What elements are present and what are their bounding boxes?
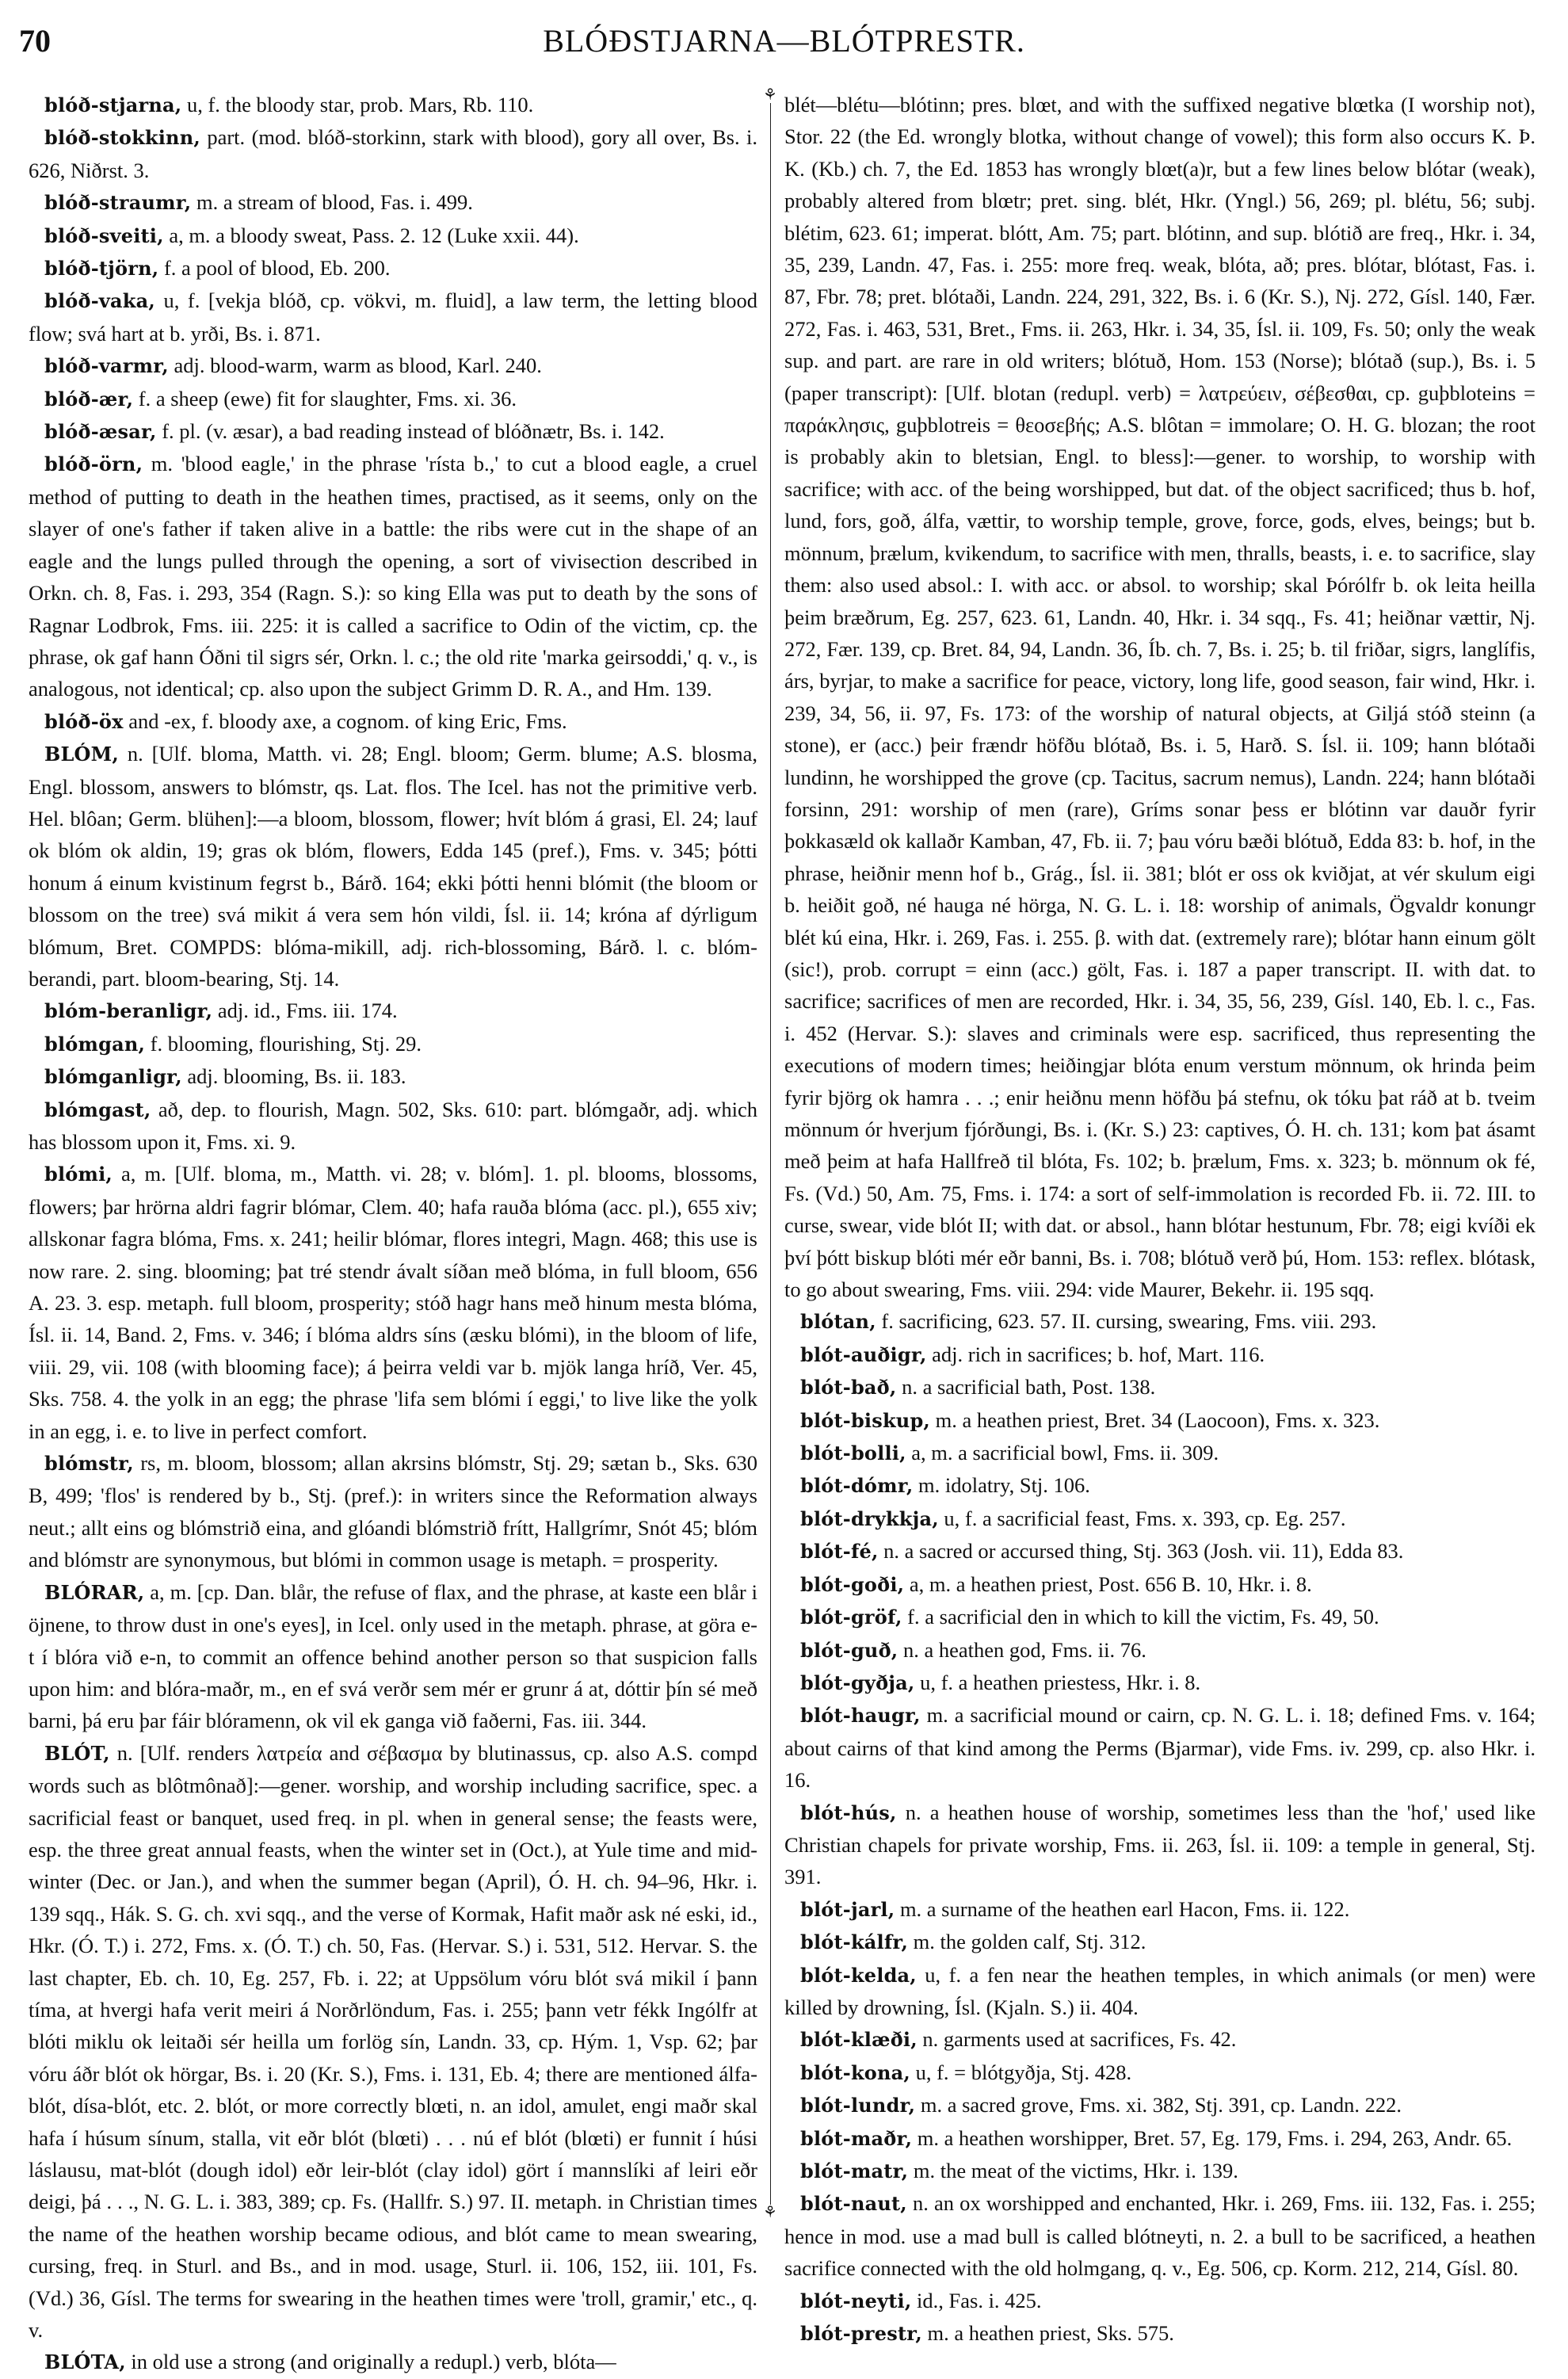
dictionary-entry	[29, 121, 757, 186]
dictionary-entry	[784, 1437, 1536, 1469]
dictionary-entry	[29, 89, 757, 121]
dictionary-entry	[784, 1893, 1536, 1926]
headword: blótan,	[800, 1310, 876, 1334]
headword: blóm-beranligr,	[44, 999, 213, 1023]
dictionary-entry	[784, 2187, 1536, 2284]
headword: blót-prestr,	[800, 2322, 922, 2346]
entry-definition: n. a sacrificial bath, Post. 138.	[896, 1375, 1156, 1400]
entry-definition: m. a sacred grove, Fms. xi. 382, Stj. 391, cp. Landn. 222.	[915, 2093, 1402, 2117]
dictionary-entry	[29, 1447, 757, 1576]
headword: BLÓTA,	[44, 2350, 126, 2374]
dictionary-entry	[29, 1028, 757, 1060]
entry-definition: n. an ox worshipped and enchanted, Hkr. i. 269, Fms. iii. 132, Fas. i. 255; hence in mod. use a mad bull is called blótneyti, n. 2. a bull to be sacrificed, a heathen sacrifice connected with the old holmgang, q. v., Eg. 506, cp. Korm. 212, 214, Gísl. 80.	[784, 2191, 1536, 2281]
headword: blóð-öx	[44, 709, 124, 733]
headword: blót-goði,	[800, 1572, 905, 1596]
entry-definition: adj. id., Fms. iii. 174.	[212, 999, 398, 1023]
page-number: 70	[19, 23, 51, 59]
dictionary-entry	[29, 1094, 757, 1159]
entry-definition: m. the meat of the victims, Hkr. i. 139.	[908, 2159, 1238, 2182]
dictionary-entry	[29, 2346, 757, 2378]
entry-definition: m. idolatry, Stj. 106.	[913, 1473, 1090, 1498]
entry-definition: rs, m. bloom, blossom; allan akrsins blómstr, Stj. 29; sætan b., Sks. 630 B, 499; 'flos' is rendered by b., Stj. (pref.): in writers since the Reformation always neut.; allt eins og blómstrið eina, and glóandi blómstrið frítt, Hallgrímr, Snót 45; blóm and blómstr are synonymous, but blómi in common usage is metaph. = prosperity.	[29, 1451, 757, 1572]
headword: blót-hús,	[800, 1800, 897, 1824]
dictionary-entry	[29, 415, 757, 448]
headword: blóð-örn,	[44, 453, 143, 476]
headword: blót-fé,	[800, 1540, 879, 1564]
headword: blómgan,	[44, 1032, 146, 1056]
running-title: BLÓÐSTJARNA—BLÓTPRESTR.	[543, 23, 1025, 59]
dictionary-entry	[29, 383, 757, 415]
entry-definition: n. a heathen house of worship, sometimes less than the 'hof,' used like Christian chapels for private worship, Fms. ii. 263, Ísl. ii. 109: a temple in general, Stj. 391.	[784, 1800, 1536, 1889]
headword: blót-neyti,	[800, 2289, 912, 2312]
headword: blót-kelda,	[800, 1963, 917, 1987]
entry-definition: m. a heathen priest, Bret. 34 (Laocoon), Fms. x. 323.	[929, 1407, 1380, 1432]
headword: BLÓRAR,	[44, 1580, 145, 1604]
headword: blót-gröf,	[800, 1606, 902, 1629]
dictionary-entry	[29, 448, 757, 705]
dictionary-entry	[784, 1371, 1536, 1403]
dictionary-entry	[784, 2089, 1536, 2121]
headword: blót-klæði,	[800, 2028, 918, 2052]
dictionary-entry	[29, 1737, 757, 2347]
dictionary-entry	[784, 1634, 1536, 1667]
entry-definition: a, m. [cp. Dan. blår, the refuse of flax, and the phrase, at kaste een blår i öjnene, to throw dust in one's eyes], in Icel. only used in the metaph. phrase, at göra e-t í blóra við e-n, to commit an offence behind another person so that suspicion falls upon him: and blóra-maðr, m., en ef svá verðr sem mér er grunr á at, dóttir þín sé með barni, þá eru þar fáir blóramenn, ok vil ek ganga við faðerni, Fas. iii. 344.	[29, 1579, 757, 1733]
entry-definition: blét—blétu—blótinn; pres. blœt, and with the suffixed negative blœtka (I worship not), Stor. 22 (the Ed. wrongly blotka, without change of vowel); this form also occurs K. Þ. K. (Kb.) ch. 7, the Ed. 1853 has wrongly blœt(a)r, but a few lines below blótar (weak), probably altered from blœtr; pret. sing. blét, Hkr. (Yngl.) 56, 269; pl. blétu, 56; subj. blétim, 623. 61; imperat. blótt, Am. 75; part. blótinn, and sup. blótið are freq., Hkr. i. 34, 35, 239, Landn. 47, Fas. i. 255: more freq. weak, blóta, að; pres. blótar, blótast, Fas. i. 87, Fbr. 78; pret. blótaði, Landn. 224, 291, 322, Bs. i. 6 (Kr. S.), Nj. 272, Gísl. 140, Fær. 272, Fas. i. 463, 531, Bret., Fms. ii. 263, Hkr. i. 34, 35, Ísl. ii. 109, Fs. 50; only the weak sup. and part. are rare in old writers; blótuð, Hom. 153 (Norse); blótað (sup.), Bs. i. 5 (paper transcript): [Ulf. blotan (redupl. verb) = λατρεύειν, σέβεσθαι, cp. guþbloteins = παράκλησις, guþblotreis = θεοσεβής; A.S. blôtan = immolare; O. H. G. blozan; the root is probably akin to bletsian, Engl. to bless]:—gener. to worship, to worship with sacrifice; with acc. of the being worshipped, but dat. of the object sacrificed; thus b. hof, lund, fors, goð, álfa, vættir, to worship temple, grove, force, gods, elves, beings; but b. mönnum, þrælum, kvikendum, to sacrifice with men, thralls, beasts, i. e. to sacrifice, slay them: also used absol.: I. with acc. or absol. to worship; skal Þórólfr b. ok leita heilla þeim bræðrum, Eg. 257, 623. 61, Landn. 40, Hkr. i. 34 sqq., Fs. 41; heiðnar vættir, Nj. 272, Fær. 139, cp. Bret. 84, 94, Landn. 36, Íb. ch. 7, Bs. i. 25; b. til friðar, sigrs, langlífis, árs, byrjar, to make a sacrifice for peace, victory, long life, good season, fair wind, Hkr. i. 239, 34, 56, ii. 97, Fs. 173: of the worship of natural objects, at Giljá stóð steinn (a stone), er (acc.) þeir frændr höfðu blótað, Bs. i. 5, Harð. S. Ísl. ii. 109; hann blótaði lundinn, he worshipped the grove (cp. Tacitus, sacrum nemus), Landn. 224; hann blótaði forsinn, 291: worship of men (rare), Gríms sonar þess er blótinn var dauðr fyrir þokkasæld ok kallaðr Kamban, 47, Fb. ii. 7; þau vóru bæði blótuð, Edda 83: b. hof, in the phrase, heiðnir menn hof b., Grág., Ísl. ii. 381; blót er oss ok kviðjat, at vér skulum eigi b. heiðit goð, né hauga né hörga, N. G. L. i. 18: worship of animals, Ögvaldr konungr blét kú eina, Hkr. i. 269, Fas. i. 255. β. with dat. (extremely rare); blótar hann einum gölt (sic!), prob. corrupt = einn (acc.) gölt, Fas. i. 187 a paper transcript. II. with dat. to sacrifice; sacrifices of men are recorded, Hkr. i. 34, 35, 56, 239, Gísl. 140, Eb. l. c., Fas. i. 452 (Hervar. S.): slaves and criminals were esp. sacrificed, thus representing the executions of modern times; heiðingjar blóta enum verstum mönnum, ok hrinda þeim fyrir björg ok hamra . . .; enir heiðnu menn höfðu þá stefnu, ok tóku þat ráð at b. tveim mönnum ór hverjum fjórðungi, Bs. i. (Kr. S.) 23: captives, Ó. H. ch. 131; kom þat ásamt með þeim at hafa Hallfreð til blóta, Fs. 102; b. þrælum, Fms. x. 323; b. mönnum ok fé, Fs. (Vd.) 50, Am. 75, Fms. i. 174: a sort of self-immolation is recorded Fb. ii. 72. III. to curse, swear, vide blót II; with dat. or absol., hann blótar hestunum, Fbr. 78; eigi kvíði ek því þótt biskup blóti mér eðr banni, Bs. i. 708; blótuð verð þú, Hom. 153: reflex. blótask, to go about swearing, Fms. viii. 294: vide Maurer, Bekehr. ii. 195 sqq.	[784, 93, 1536, 1302]
headword: blót-matr,	[800, 2159, 909, 2182]
headword: blóð-straumr,	[44, 191, 192, 215]
entry-definition: m. a heathen worshipper, Bret. 57, Eg. 179, Fms. i. 294, 263, Andr. 65.	[912, 2125, 1513, 2150]
dictionary-entry	[784, 1338, 1536, 1371]
headword: blót-lundr,	[800, 2094, 916, 2117]
dictionary-entry	[784, 1535, 1536, 1568]
headword: blóð-varmr,	[44, 354, 169, 378]
entry-continuation	[784, 89, 1536, 1305]
dictionary-entry	[29, 186, 757, 219]
entry-definition: f. blooming, flourishing, Stj. 29.	[145, 1031, 422, 1056]
entry-definition: n. [Ulf. renders λατρεία and σέβασμα by blutinassus, cp. also A.S. compd words such as blôtmônað]:—gener. worship, and worship including sacrifice, spec. a sacrificial feast or banquet, used freq. in pl. when in general sense; the feasts were, esp. the three great annual feasts, when the winter set in (Oct.), at Yule time and mid-winter (Dec. or Jan.), and when the summer began (April), Ó. H. ch. 94–96, Hkr. i. 139 sqq., Hák. S. G. ch. xvi sqq., and the verse of Kormak, Hafit maðr ask né eski, id., Hkr. (Ó. T.) i. 272, Fms. x. (Ó. T.) ch. 50, Fas. (Hervar. S.) i. 531, 512. Hervar. S. the last chapter, Eb. ch. 10, Eg. 257, Fb. i. 22; at Uppsölum vóru blót svá mikil í þann tíma, at hvergi hafa verit meiri á Norðrlöndum, Fas. i. 255; þann vetr fékk Ingólfr at blóti miklu ok leitaði sér heilla um forlög sín, Landn. 33, cp. Hým. 1, Vsp. 62; þar vóru áðr blót ok hörgar, Bs. i. 20 (Kr. S.), Fms. i. 131, Eb. 4; there are mentioned álfa-blót, dísa-blót, etc. 2. blót, or more correctly blœti, n. an idol, amulet, engi maðr skal hafa í húsum sínum, stalla, vit eðr blót (blœti) . . . nú ef blót (blœti) er funnit í húsi láslausu, mat-blót (dough idol) eðr leir-blót (clay idol) gört í mannslíki af leiri eðr deigi, þá . . ., N. G. L. i. 383, 389; cp. Fs. (Hallfr. S.) 97. II. metaph. in Christian times the name of the heathen worship became odious, and blót came to mean swearing, cursing, freq. in Sturl. and Bs., and in mod. usage, Sturl. ii. 106, 152, iii. 101, Fs. (Vd.) 36, Gísl. The terms for swearing in the heathen times were 'troll, gramir,' etc., q. v.	[29, 1740, 757, 2343]
dictionary-entry	[29, 1576, 757, 1737]
dictionary-entry	[29, 1060, 757, 1093]
headword: blóð-vaka,	[44, 289, 155, 313]
entry-definition: f. pl. (v. æsar), a bad reading instead of blóðnætr, Bs. i. 142.	[156, 419, 665, 444]
dictionary-entry	[784, 1305, 1536, 1338]
entry-definition: adj. rich in sacrifices; b. hof, Mart. 116.	[926, 1342, 1265, 1366]
headword: blót-auðigr,	[800, 1342, 927, 1366]
headword: blót-kona,	[800, 2060, 910, 2084]
dictionary-entry	[784, 2056, 1536, 2089]
headword: BLÓT,	[44, 1741, 110, 1765]
headword: blóð-ær,	[44, 387, 134, 411]
headword: blót-maðr,	[800, 2126, 913, 2150]
fleuron-icon: ⚘	[763, 2204, 777, 2221]
headword: blómgast,	[44, 1098, 151, 1121]
headword: blóð-stokkinn,	[44, 126, 200, 150]
entry-definition: n. a sacred or accursed thing, Stj. 363 (Josh. vii. 11), Edda 83.	[878, 1539, 1404, 1564]
dictionary-entry	[784, 1797, 1536, 1893]
entry-definition: m. the golden calf, Stj. 312.	[908, 1930, 1146, 1954]
dictionary-entry	[784, 2285, 1536, 2317]
headword: blót-biskup,	[800, 1408, 930, 1432]
headword: blóð-sveiti,	[44, 223, 164, 247]
entry-definition: u, f. = blótgyðja, Stj. 428.	[910, 2060, 1132, 2084]
dictionary-entry	[29, 1158, 757, 1447]
entry-definition: adj. blooming, Bs. ii. 183.	[181, 1064, 406, 1089]
headword: blómganligr,	[44, 1065, 182, 1089]
dictionary-entry	[29, 349, 757, 382]
column-divider	[770, 97, 771, 2213]
dictionary-entry	[784, 1667, 1536, 1699]
entry-definition: in old use a strong (and originally a redupl.) verb, blóta—	[125, 2350, 616, 2374]
dictionary-entry	[784, 1601, 1536, 1633]
dictionary-entry	[784, 2122, 1536, 2155]
entry-definition: id., Fas. i. 425.	[911, 2288, 1042, 2312]
entry-definition: and -ex, f. bloody axe, a cognom. of king Eric, Fms.	[123, 708, 567, 733]
dictionary-entry	[784, 1404, 1536, 1437]
entry-definition: m. a sacrificial mound or cairn, cp. N. G. L. i. 18; defined Fms. v. 164; about cairns of that kind among the Perms (Bjarmar), vide Fms. iv. 299, cp. also Hkr. i. 16.	[784, 1703, 1536, 1793]
entry-definition: u, f. a sacrificial feast, Fms. x. 393, cp. Eg. 257.	[938, 1506, 1346, 1530]
dictionary-entry	[29, 252, 757, 284]
dictionary-entry	[784, 1469, 1536, 1502]
headword: blót-kálfr,	[800, 1930, 909, 1954]
right-column	[784, 89, 1536, 2346]
headword: blót-bolli,	[800, 1442, 906, 1465]
entry-definition: u, f. the bloody star, prob. Mars, Rb. 110.	[181, 93, 534, 116]
entry-definition: n. a heathen god, Fms. ii. 76.	[898, 1637, 1146, 1662]
dictionary-entry	[29, 738, 757, 995]
entry-definition: a, m. a bloody sweat, Pass. 2. 12 (Luke xxii. 44).	[163, 223, 579, 247]
entry-definition: u, f. a heathen priestess, Hkr. i. 8.	[914, 1670, 1201, 1694]
entry-definition: n. [Ulf. bloma, Matth. vi. 28; Engl. bloom; Germ. blume; A.S. blosma, Engl. blossom, answers to blómstr, qs. Lat. flos. The Icel. has not the primitive verb. Hel. blôan; Germ. blühen]:—a bloom, blossom, flower; hvít blóm á grasi, El. 24; lauf ok blóm ok aldin, 19; gras ok blóm, flowers, Edda 145 (pref.), Fms. v. 345; þótti honum á einum kvistinum fegrst b., Bárð. 164; ekki þótti henni blómit (the bloom or blossom on the tree) svá mikit á vera sem hón vildi, Ísl. ii. 14; króna af dýrligum blómum, Bret. COMPDS: blóma-mikill, adj. rich-blossoming, Bárð. l. c. blóm-berandi, part. bloom-bearing, Stj. 14.	[29, 742, 757, 991]
left-column	[29, 89, 757, 2374]
entry-definition: part. (mod. blóð-storkinn, stark with blood), gory all over, Bs. i. 626, Niðrst. 3.	[29, 125, 757, 182]
headword: blóð-stjarna,	[44, 94, 182, 116]
dictionary-entry	[29, 220, 757, 252]
dictionary-entry	[784, 2023, 1536, 2056]
dictionary-entry	[784, 2155, 1536, 2187]
entry-definition: a, m. a sacrificial bowl, Fms. ii. 309.	[906, 1441, 1219, 1465]
dictionary-entry	[784, 2317, 1536, 2350]
entry-definition: u, f. [vekja blóð, cp. vökvi, m. fluid], a law term, the letting blood flow; svá hart at b. yrði, Bs. i. 871.	[29, 288, 757, 346]
dictionary-entry	[29, 284, 757, 349]
headword: blót-bað,	[800, 1376, 897, 1400]
dictionary-entry	[29, 705, 757, 738]
dictionary-entry	[784, 1959, 1536, 2024]
dictionary-entry	[784, 1926, 1536, 1958]
headword: BLÓM,	[44, 743, 119, 766]
headword: blómi,	[44, 1163, 113, 1186]
headword: blómstr,	[44, 1452, 134, 1476]
entry-definition: a, m. [Ulf. bloma, m., Matth. vi. 28; v. blóm]. 1. pl. blooms, blossoms, flowers; þar hrörna aldri fagrir blómar, Clem. 40; hafa rauða blóma (acc. pl.), 655 xiv; allskonar fagra blóma, Fms. x. 241; heilir blómar, flores integri, Magn. 468; this use is now rare. 2. sing. blooming; þat tré stendr ávalt síðan með blóma, in full bloom, 656 A. 23. 3. esp. metaph. full bloom, prosperity; stóð hagr hans með hinum mesta blóma, Ísl. ii. 14, Band. 2, Fms. v. 346; í blóma aldrs síns (æsku blómi), in the bloom of life, viii. 29, vii. 108 (with blooming face); á þeirra veldi var b. mjök langa hríð, Ver. 45, Sks. 758. 4. the yolk in an egg; the phrase 'lifa sem blómi í eggi,' to live like the yolk in an egg, i. e. to live in perfect comfort.	[29, 1162, 757, 1443]
entry-definition: m. a surname of the heathen earl Hacon, Fms. ii. 122.	[895, 1896, 1350, 1921]
headword: blóð-tjörn,	[44, 257, 159, 281]
entry-definition: n. garments used at sacrifices, Fs. 42.	[917, 2027, 1237, 2052]
headword: blót-gyðja,	[800, 1671, 915, 1694]
entry-definition: f. a sheep (ewe) fit for slaughter, Fms. xi. 36.	[133, 386, 517, 411]
entry-definition: f. a pool of blood, Eb. 200.	[158, 256, 391, 281]
entry-definition: m. 'blood eagle,' in the phrase 'rísta b.,' to cut a blood eagle, a cruel method of putting to death in the heathen times, practised, as it seems, only on the slayer of one's father if taken alive in a battle: the ribs were cut in the shape of an eagle and the lungs pulled through the opening, a sort of vivisection described in Orkn. ch. 8, Fas. i. 293, 354 (Ragn. S.): so king Ella was put to death by the sons of Ragnar Lodbrok, Fms. iii. 225: it is called a sacrifice to Odin of the victim, cp. the phrase, ok gaf hann Óðni til sigrs sér, Orkn. l. c.; the old rite 'marka geirsoddi,' q. v., is analogous, not identical; cp. also upon the subject Grimm D. R. A., and Hm. 139.	[29, 452, 757, 701]
entry-definition: f. a sacrificial den in which to kill the victim, Fs. 49, 50.	[902, 1605, 1379, 1629]
entry-definition: f. sacrificing, 623. 57. II. cursing, swearing, Fms. viii. 293.	[876, 1309, 1377, 1334]
entry-definition: að, dep. to flourish, Magn. 502, Sks. 610: part. blómgaðr, adj. which has blossom upon it, Fms. xi. 9.	[29, 1097, 757, 1154]
entry-definition: a, m. a heathen priest, Post. 656 B. 10, Hkr. i. 8.	[904, 1571, 1312, 1596]
fleuron-icon: ⚘	[763, 86, 777, 104]
entry-definition: u, f. a fen near the heathen temples, in which animals (or men) were killed by drowning, Ísl. (Kjaln. S.) ii. 404.	[784, 1962, 1536, 2019]
entry-definition: adj. blood-warm, warm as blood, Karl. 240.	[168, 353, 542, 378]
dictionary-entry	[784, 1699, 1536, 1796]
headword: blót-guð,	[800, 1638, 898, 1662]
headword: blót-drykkja,	[800, 1506, 939, 1530]
entry-definition: m. a heathen priest, Sks. 575.	[921, 2321, 1174, 2346]
entry-definition: m. a stream of blood, Fas. i. 499.	[191, 190, 473, 215]
dictionary-entry	[784, 1503, 1536, 1535]
headword: blót-dómr,	[800, 1474, 914, 1498]
dictionary-entry	[29, 995, 757, 1027]
headword: blót-jarl,	[800, 1897, 895, 1921]
headword: blót-naut,	[800, 2192, 907, 2216]
headword: blóð-æsar,	[44, 420, 157, 444]
dictionary-entry	[784, 1568, 1536, 1601]
headword: blót-haugr,	[800, 1704, 921, 1728]
